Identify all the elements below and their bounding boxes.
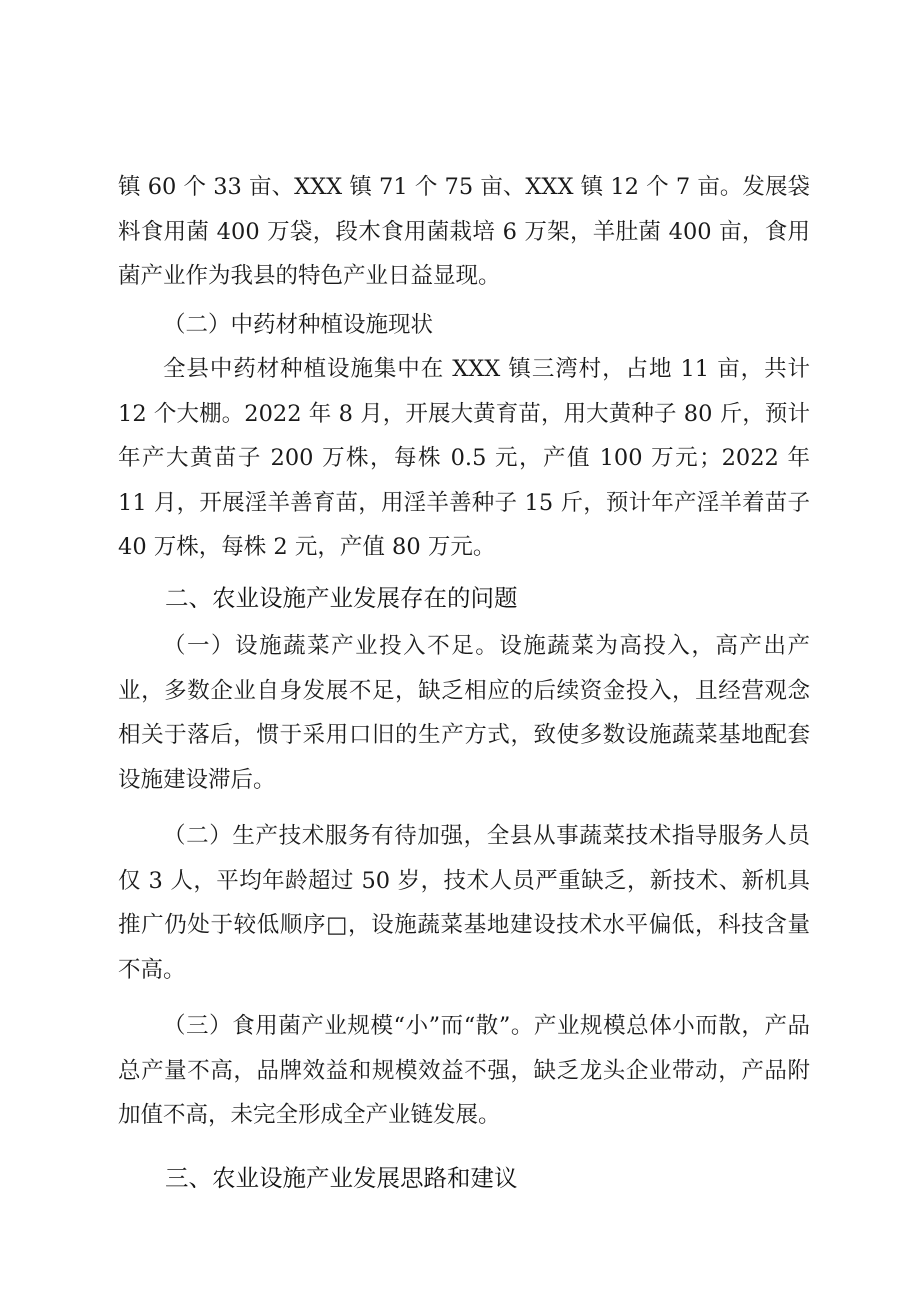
paragraph-herb-facilities: 全县中药材种植设施集中在 XXX 镇三湾村，占地 11 亩，共计 12 个大棚。2022 年 8 月，开展大黄育苗，用大黄种子 80 斤，预计年产大黄苗子 200 万株，每株 0.5 元，产值 100 万元；2022 年 11 月，开展淫羊善育苗，用淫羊善种子 15 斤，预计年产淫羊着苗子 40 万株，每株 2 元，产值 80 万元。 — [118, 356, 810, 560]
section-heading-suggestions: 三、农业设施产业发展思路和建议 — [165, 1163, 518, 1192]
subheading-herb-facilities: （二）中药材种植设施现状 — [163, 311, 434, 338]
paragraph-problem-fungi-scale: （三）食用菌产业规模“小”而“散”。产业规模总体小而散，产品总产量不高，品牌效益和规模效益不强，缺乏龙头企业带动，产品附加值不高，未完全形成全产业链发展。 — [118, 1013, 810, 1128]
section-heading-problems: 二、农业设施产业发展存在的问题 — [165, 583, 518, 612]
paragraph-problem-investment: （一）设施蔬菜产业投入不足。设施蔬菜为高投入，高产出产业，多数企业自身发展不足，缺乏相应的后续资金投入，且经营观念相关于落后，惯于采用口旧的生产方式，致使多数设施蔬菜基地配套设施建设滞后。 — [118, 633, 810, 793]
paragraph-edible-fungi-continued: 镇 60 个 33 亩、XXX 镇 71 个 75 亩、XXX 镇 12 个 7 亩。发展袋料食用菌 400 万袋，段木食用菌栽培 6 万架，羊肚菌 400 亩，食用菌产业作为我县的特色产业日益显现。 — [118, 174, 810, 289]
document-body — [118, 165, 810, 1204]
paragraph-problem-technical-service: （二）生产技术服务有待加强，全县从事蔬菜技术指导服务人员仅 3 人，平均年龄超过 50 岁，技术人员严重缺乏，新技术、新机具推广仍处于较低顺序□，设施蔬菜基地建设技术水平偏低，科技含量不高。 — [118, 823, 810, 983]
